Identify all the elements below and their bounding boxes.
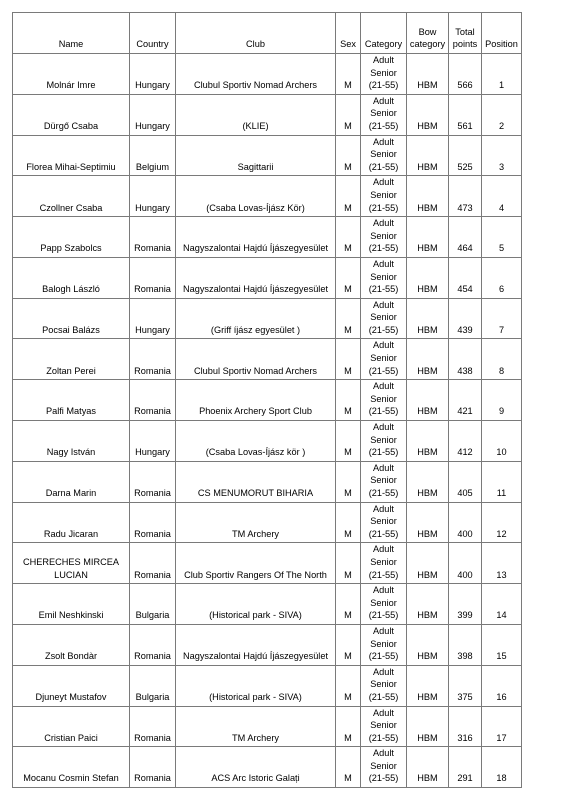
- cell-club: TM Archery: [176, 706, 336, 747]
- category-line: (21-55): [368, 284, 399, 295]
- cell-name: Darna Marin: [13, 461, 130, 502]
- cell-position: 5: [482, 217, 522, 258]
- category-line: Adult: [373, 258, 394, 269]
- cell-total-points: 439: [449, 298, 482, 339]
- cell-category: [361, 298, 407, 339]
- category-line: (21-55): [368, 80, 399, 91]
- category-line: Senior: [370, 516, 397, 527]
- cell-category: [361, 217, 407, 258]
- cell-position: 10: [482, 421, 522, 462]
- cell-bow-category: HBM: [407, 135, 449, 176]
- table-row: [13, 747, 522, 788]
- table-row: [13, 421, 522, 462]
- table-row: [13, 502, 522, 543]
- category-line: Adult: [373, 462, 394, 473]
- category-line: (21-55): [368, 691, 399, 702]
- table-row: [13, 624, 522, 665]
- table-header: [13, 13, 522, 54]
- cell-sex: M: [336, 94, 361, 135]
- table-row: [13, 339, 522, 380]
- cell-name: Nagy István: [13, 421, 130, 462]
- results-table: [12, 12, 522, 788]
- category-line: Adult: [373, 707, 394, 718]
- cell-country: Romania: [130, 624, 176, 665]
- header-sex: Sex: [336, 13, 361, 54]
- category-line: Adult: [373, 422, 394, 433]
- cell-bow-category: HBM: [407, 543, 449, 584]
- cell-country: Romania: [130, 257, 176, 298]
- cell-position: 8: [482, 339, 522, 380]
- cell-bow-category: HBM: [407, 584, 449, 625]
- cell-category: [361, 421, 407, 462]
- category-line: Senior: [370, 312, 397, 323]
- cell-total-points: 400: [449, 502, 482, 543]
- table-row: [13, 665, 522, 706]
- cell-position: 12: [482, 502, 522, 543]
- cell-bow-category: HBM: [407, 380, 449, 421]
- cell-bow-category: HBM: [407, 176, 449, 217]
- category-line: Senior: [370, 149, 397, 160]
- cell-sex: M: [336, 747, 361, 788]
- cell-bow-category: HBM: [407, 624, 449, 665]
- cell-name: Mocanu Cosmin Stefan: [13, 747, 130, 788]
- category-line: Senior: [370, 760, 397, 771]
- cell-name: Djuneyt Mustafov: [13, 665, 130, 706]
- cell-position: 2: [482, 94, 522, 135]
- cell-bow-category: HBM: [407, 706, 449, 747]
- cell-total-points: 399: [449, 584, 482, 625]
- cell-club: (Historical park - SIVA): [176, 584, 336, 625]
- cell-club: Clubul Sportiv Nomad Archers: [176, 54, 336, 95]
- category-line: Adult: [373, 625, 394, 636]
- cell-position: 11: [482, 461, 522, 502]
- cell-sex: M: [336, 54, 361, 95]
- category-line: (21-55): [368, 610, 399, 621]
- cell-bow-category: HBM: [407, 339, 449, 380]
- cell-club: (Csaba Lovas-Íjász Kör): [176, 176, 336, 217]
- cell-position: 1: [482, 54, 522, 95]
- cell-position: 14: [482, 584, 522, 625]
- table-row: [13, 543, 522, 584]
- cell-name: Dürgő Csaba: [13, 94, 130, 135]
- cell-bow-category: HBM: [407, 502, 449, 543]
- cell-category: [361, 135, 407, 176]
- cell-total-points: 561: [449, 94, 482, 135]
- cell-club: (Historical park - SIVA): [176, 665, 336, 706]
- cell-sex: M: [336, 298, 361, 339]
- cell-sex: M: [336, 339, 361, 380]
- category-line: Senior: [370, 230, 397, 241]
- cell-category: [361, 380, 407, 421]
- table-row: [13, 706, 522, 747]
- cell-club: Club Sportiv Rangers Of The North: [176, 543, 336, 584]
- cell-sex: M: [336, 135, 361, 176]
- cell-total-points: 464: [449, 217, 482, 258]
- category-line: Adult: [373, 136, 394, 147]
- cell-name: Palfi Matyas: [13, 380, 130, 421]
- category-line: Senior: [370, 434, 397, 445]
- cell-country: Belgium: [130, 135, 176, 176]
- cell-sex: M: [336, 217, 361, 258]
- category-line: (21-55): [368, 732, 399, 743]
- category-line: Adult: [373, 218, 394, 229]
- category-line: (21-55): [368, 324, 399, 335]
- header-category: Category: [361, 13, 407, 54]
- category-line: (21-55): [368, 120, 399, 131]
- category-line: Senior: [370, 189, 397, 200]
- cell-country: Romania: [130, 747, 176, 788]
- cell-sex: M: [336, 257, 361, 298]
- table-row: [13, 176, 522, 217]
- table-row: [13, 54, 522, 95]
- cell-name: CHERECHES MIRCEA LUCIAN: [13, 543, 130, 584]
- cell-category: [361, 339, 407, 380]
- cell-bow-category: HBM: [407, 298, 449, 339]
- cell-country: Hungary: [130, 298, 176, 339]
- cell-total-points: 405: [449, 461, 482, 502]
- cell-name: Emil Neshkinski: [13, 584, 130, 625]
- cell-position: 7: [482, 298, 522, 339]
- header-name: Name: [13, 13, 130, 54]
- cell-category: [361, 257, 407, 298]
- category-line: Senior: [370, 679, 397, 690]
- category-line: Adult: [373, 95, 394, 106]
- cell-category: [361, 543, 407, 584]
- cell-category: [361, 502, 407, 543]
- category-line: (21-55): [368, 488, 399, 498]
- category-line: (21-55): [368, 773, 399, 784]
- cell-country: Romania: [130, 380, 176, 421]
- header-points-line: points: [452, 39, 478, 50]
- cell-total-points: 291: [449, 747, 482, 788]
- cell-position: 15: [482, 624, 522, 665]
- cell-sex: M: [336, 624, 361, 665]
- category-line: Senior: [370, 556, 397, 567]
- header-position: Position: [482, 13, 522, 54]
- category-line: (21-55): [368, 202, 399, 213]
- cell-sex: M: [336, 584, 361, 625]
- category-line: Adult: [373, 666, 394, 677]
- cell-name: Cristian Paici: [13, 706, 130, 747]
- cell-name: Czollner Csaba: [13, 176, 130, 217]
- cell-name: Radu Jicaran: [13, 502, 130, 543]
- category-line: Senior: [370, 638, 397, 649]
- cell-sex: M: [336, 543, 361, 584]
- cell-name: Florea Mihai-Septimiu: [13, 135, 130, 176]
- header-points-line: Total: [455, 26, 475, 37]
- cell-position: 6: [482, 257, 522, 298]
- cell-position: 3: [482, 135, 522, 176]
- cell-name: Zsolt Bondàr: [13, 624, 130, 665]
- cell-category: [361, 54, 407, 95]
- cell-name: Molnár Imre: [13, 54, 130, 95]
- cell-total-points: 400: [449, 543, 482, 584]
- cell-club: Clubul Sportiv Nomad Archers: [176, 339, 336, 380]
- category-line: Adult: [373, 340, 394, 351]
- cell-category: [361, 706, 407, 747]
- category-line: Senior: [370, 353, 397, 364]
- cell-position: 17: [482, 706, 522, 747]
- cell-category: [361, 461, 407, 502]
- cell-club: Nagyszalontai Hajdú Íjászegyesület: [176, 257, 336, 298]
- header-row: [13, 13, 522, 54]
- cell-sex: M: [336, 502, 361, 543]
- header-bow-line: Bow: [418, 26, 437, 37]
- cell-total-points: 473: [449, 176, 482, 217]
- cell-country: Bulgaria: [130, 665, 176, 706]
- cell-category: [361, 176, 407, 217]
- category-line: Adult: [373, 585, 394, 596]
- cell-total-points: 375: [449, 665, 482, 706]
- cell-club: Nagyszalontai Hajdú Íjászegyesület: [176, 217, 336, 258]
- cell-total-points: 525: [449, 135, 482, 176]
- category-line: Senior: [370, 720, 397, 731]
- table-body: [13, 54, 522, 788]
- category-line: Adult: [373, 299, 394, 310]
- header-bow-line: category: [409, 39, 446, 50]
- cell-sex: M: [336, 380, 361, 421]
- category-line: (21-55): [368, 569, 399, 580]
- category-line: (21-55): [368, 528, 399, 539]
- table-row: [13, 135, 522, 176]
- cell-country: Romania: [130, 706, 176, 747]
- cell-position: 16: [482, 665, 522, 706]
- header-bow-category: [407, 13, 449, 54]
- cell-total-points: 454: [449, 257, 482, 298]
- cell-sex: M: [336, 421, 361, 462]
- cell-category: [361, 747, 407, 788]
- category-line: Senior: [370, 271, 397, 282]
- table-row: [13, 584, 522, 625]
- cell-total-points: 398: [449, 624, 482, 665]
- cell-sex: M: [336, 176, 361, 217]
- cell-name: Balogh László: [13, 257, 130, 298]
- cell-bow-category: HBM: [407, 665, 449, 706]
- cell-total-points: 421: [449, 380, 482, 421]
- cell-total-points: 566: [449, 54, 482, 95]
- cell-name: Zoltan Perei: [13, 339, 130, 380]
- cell-club: (Griff íjász egyesület ): [176, 298, 336, 339]
- cell-name: Papp Szabolcs: [13, 217, 130, 258]
- category-line: Adult: [373, 503, 394, 514]
- cell-position: 13: [482, 543, 522, 584]
- cell-bow-category: HBM: [407, 217, 449, 258]
- cell-position: 18: [482, 747, 522, 788]
- category-line: Adult: [373, 177, 394, 188]
- category-line: (21-55): [368, 243, 399, 254]
- cell-club: ACS Arc Istoric Galați: [176, 747, 336, 788]
- cell-country: Hungary: [130, 94, 176, 135]
- cell-club: CS MENUMORUT BIHARIA: [176, 461, 336, 502]
- cell-country: Hungary: [130, 176, 176, 217]
- cell-country: Romania: [130, 543, 176, 584]
- table-row: [13, 380, 522, 421]
- cell-sex: M: [336, 461, 361, 502]
- category-line: Adult: [373, 381, 394, 392]
- cell-total-points: 412: [449, 421, 482, 462]
- cell-bow-category: HBM: [407, 747, 449, 788]
- table-row: [13, 217, 522, 258]
- category-line: (21-55): [368, 447, 399, 458]
- category-line: (21-55): [368, 651, 399, 662]
- table-row: [13, 461, 522, 502]
- cell-country: Romania: [130, 339, 176, 380]
- cell-country: Romania: [130, 502, 176, 543]
- cell-country: Romania: [130, 461, 176, 502]
- cell-position: 9: [482, 380, 522, 421]
- cell-country: Hungary: [130, 54, 176, 95]
- cell-bow-category: HBM: [407, 54, 449, 95]
- cell-club: Sagittarii: [176, 135, 336, 176]
- cell-total-points: 316: [449, 706, 482, 747]
- cell-category: [361, 584, 407, 625]
- cell-bow-category: HBM: [407, 257, 449, 298]
- category-line: Adult: [373, 544, 394, 555]
- cell-position: 4: [482, 176, 522, 217]
- cell-club: TM Archery: [176, 502, 336, 543]
- table-row: [13, 257, 522, 298]
- cell-category: [361, 665, 407, 706]
- cell-club: Phoenix Archery Sport Club: [176, 380, 336, 421]
- category-line: Senior: [370, 475, 397, 486]
- category-line: Senior: [370, 597, 397, 608]
- cell-bow-category: HBM: [407, 421, 449, 462]
- category-line: Senior: [370, 393, 397, 404]
- cell-category: [361, 624, 407, 665]
- cell-club: (KLIE): [176, 94, 336, 135]
- cell-club: Nagyszalontai Hajdú Íjászegyesület: [176, 624, 336, 665]
- cell-name: Pocsai Balázs: [13, 298, 130, 339]
- cell-country: Bulgaria: [130, 584, 176, 625]
- header-country: Country: [130, 13, 176, 54]
- cell-category: [361, 94, 407, 135]
- cell-country: Romania: [130, 217, 176, 258]
- cell-bow-category: HBM: [407, 94, 449, 135]
- header-club: Club: [176, 13, 336, 54]
- category-line: Adult: [373, 748, 394, 759]
- cell-country: Hungary: [130, 421, 176, 462]
- category-line: (21-55): [368, 161, 399, 172]
- category-line: Senior: [370, 108, 397, 119]
- table-row: [13, 94, 522, 135]
- category-line: Adult: [373, 55, 394, 65]
- table-row: [13, 298, 522, 339]
- category-line: Senior: [370, 67, 397, 78]
- cell-club: (Csaba Lovas-Íjász kör ): [176, 421, 336, 462]
- cell-bow-category: HBM: [407, 461, 449, 502]
- cell-sex: M: [336, 706, 361, 747]
- cell-total-points: 438: [449, 339, 482, 380]
- category-line: (21-55): [368, 365, 399, 376]
- cell-sex: M: [336, 665, 361, 706]
- category-line: (21-55): [368, 406, 399, 417]
- header-total-points: [449, 13, 482, 54]
